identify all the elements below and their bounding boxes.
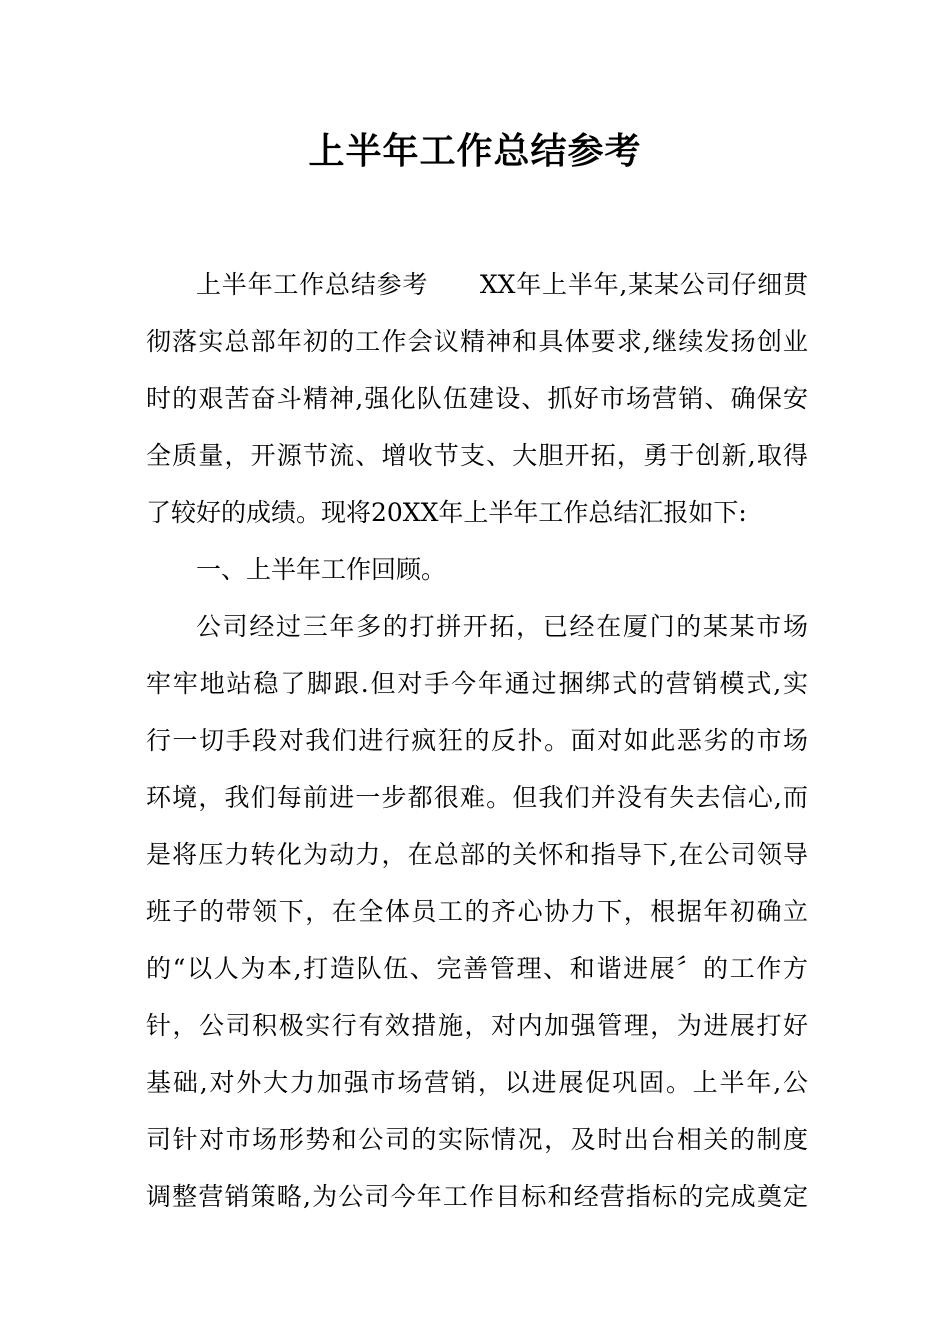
body-line: 牢牢地站稳了脚跟.但对手今年通过捆绑式的营销模式,实 (146, 669, 808, 698)
document-title: 上半年工作总结参考 (308, 131, 642, 172)
section-heading: 一、上半年工作回顾。 (196, 555, 447, 584)
body-line: 公司经过三年多的打拼开拓，已经在厦门的某某市场 (196, 612, 808, 641)
body-line: 基础,对外大力加强市场营销，以进展促巩固。上半年,公 (146, 1068, 808, 1097)
body-line: 全质量，开源节流、增收节支、大胆开拓，勇于创新,取得 (146, 441, 808, 470)
body-line: 彻落实总部年初的工作会议精神和具体要求,继续发扬创业 (146, 327, 808, 356)
body-line: 针，公司积极实行有效措施，对内加强管理，为进展打好 (146, 1011, 808, 1040)
body-line: 班子的带领下，在全体员工的齐心协力下，根据年初确立 (146, 897, 808, 926)
body-line: 司针对市场形势和公司的实际情况，及时出台相关的制度 (146, 1125, 808, 1154)
body-line: 环境，我们每前进一步都很难。但我们并没有失去信心,而 (146, 783, 808, 812)
body-line: 时的艰苦奋斗精神,强化队伍建设、抓好市场营销、确保安 (146, 384, 808, 413)
body-line: 上半年工作总结参考 XX年上半年,某某公司仔细贯 (196, 270, 808, 299)
body-line: 行一切手段对我们进行疯狂的反扑。面对如此恶劣的市场 (146, 726, 808, 755)
body-line: 调整营销策略,为公司今年工作目标和经营指标的完成奠定 (146, 1182, 808, 1211)
body-line: 了较好的成绩。现将20XX年上半年工作总结汇报如下: (146, 498, 747, 527)
document-body (146, 256, 808, 1225)
body-line: 的“以人为本,打造队伍、完善管理、和谐进展〞的工作方 (146, 954, 808, 983)
body-line: 是将压力转化为动力，在总部的关怀和指导下,在公司领导 (146, 840, 808, 869)
